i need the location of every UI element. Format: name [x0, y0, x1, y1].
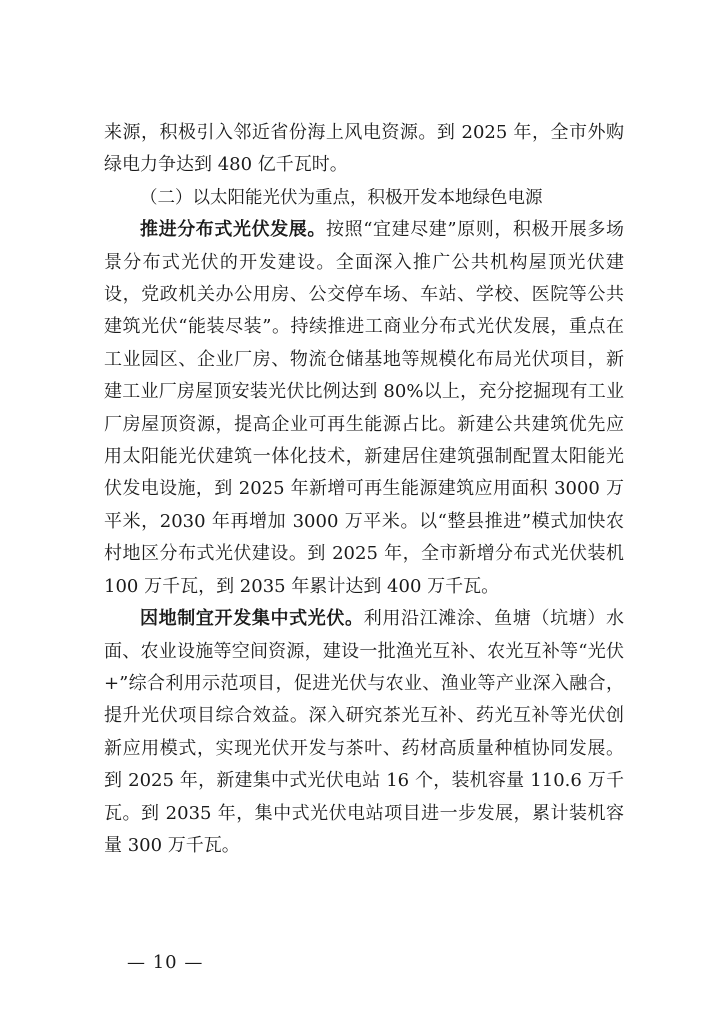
page-number: — 10 — [127, 952, 204, 973]
section-heading-solar: （二）以太阳能光伏为重点，积极开发本地绿色电源 [140, 187, 543, 208]
paragraph-outside-power-continued: 来源，积极引入邻近省份海上风电资源。到 2025 年，全市外购绿电力争达到 480 亿千瓦时。 [104, 122, 624, 176]
paragraph-distributed-pv [104, 214, 624, 603]
body-text [104, 117, 624, 862]
paragraph-lead-centralized-pv: 因地制宜开发集中式光伏。 [140, 608, 364, 630]
paragraph-body-centralized-pv: 利用沿江滩涂、鱼塘（坑塘）水面、农业设施等空间资源，建设一批渔光互补、农光互补等“光伏+”综合利用示范项目，促进光伏与农业、渔业等产业深入融合，提升光伏项目综合效益。深入研究茶光互补、药光互补等光伏创新应用模式，实现光伏开发与茶叶、药材高质量种植协同发展。到 2025 年，新建集中式光伏电站 16 个，装机容量 110.6 万千瓦。到 2035 年，集中式光伏电站项目进一步发展，累计装机容量 300 万千瓦。 [104, 608, 625, 856]
paragraph-body-distributed-pv: 按照“宜建尽建”原则，积极开展多场景分布式光伏的开发建设。全面深入推广公共机构屋顶光伏建设，党政机关办公用房、公交停车场、车站、学校、医院等公共建筑光伏“能装尽装”。持续推进工商业分布式光伏发展，重点在工业园区、企业厂房、物流仓储基地等规模化布局光伏项目，新建工业厂房屋顶安装光伏比例达到 80%以上，充分挖掘现有工业厂房屋顶资源，提高企业可再生能源占比。新建公共建筑优先应用太阳能光伏建筑一体化技术，新建居住建筑强制配置太阳能光伏发电设施，到 2025 年新增可再生能源建筑应用面积 3000 万平米，2030 年再增加 3000 万平米。以“整县推进”模式加快农村地区分布式光伏建设。到 2025 年，全市新增分布式光伏装机 100 万千瓦，到 2035 年累计达到 400 万千瓦。 [104, 219, 624, 597]
paragraph-centralized-pv [104, 603, 624, 862]
paragraph-lead-distributed-pv: 推进分布式光伏发展。 [140, 219, 326, 241]
